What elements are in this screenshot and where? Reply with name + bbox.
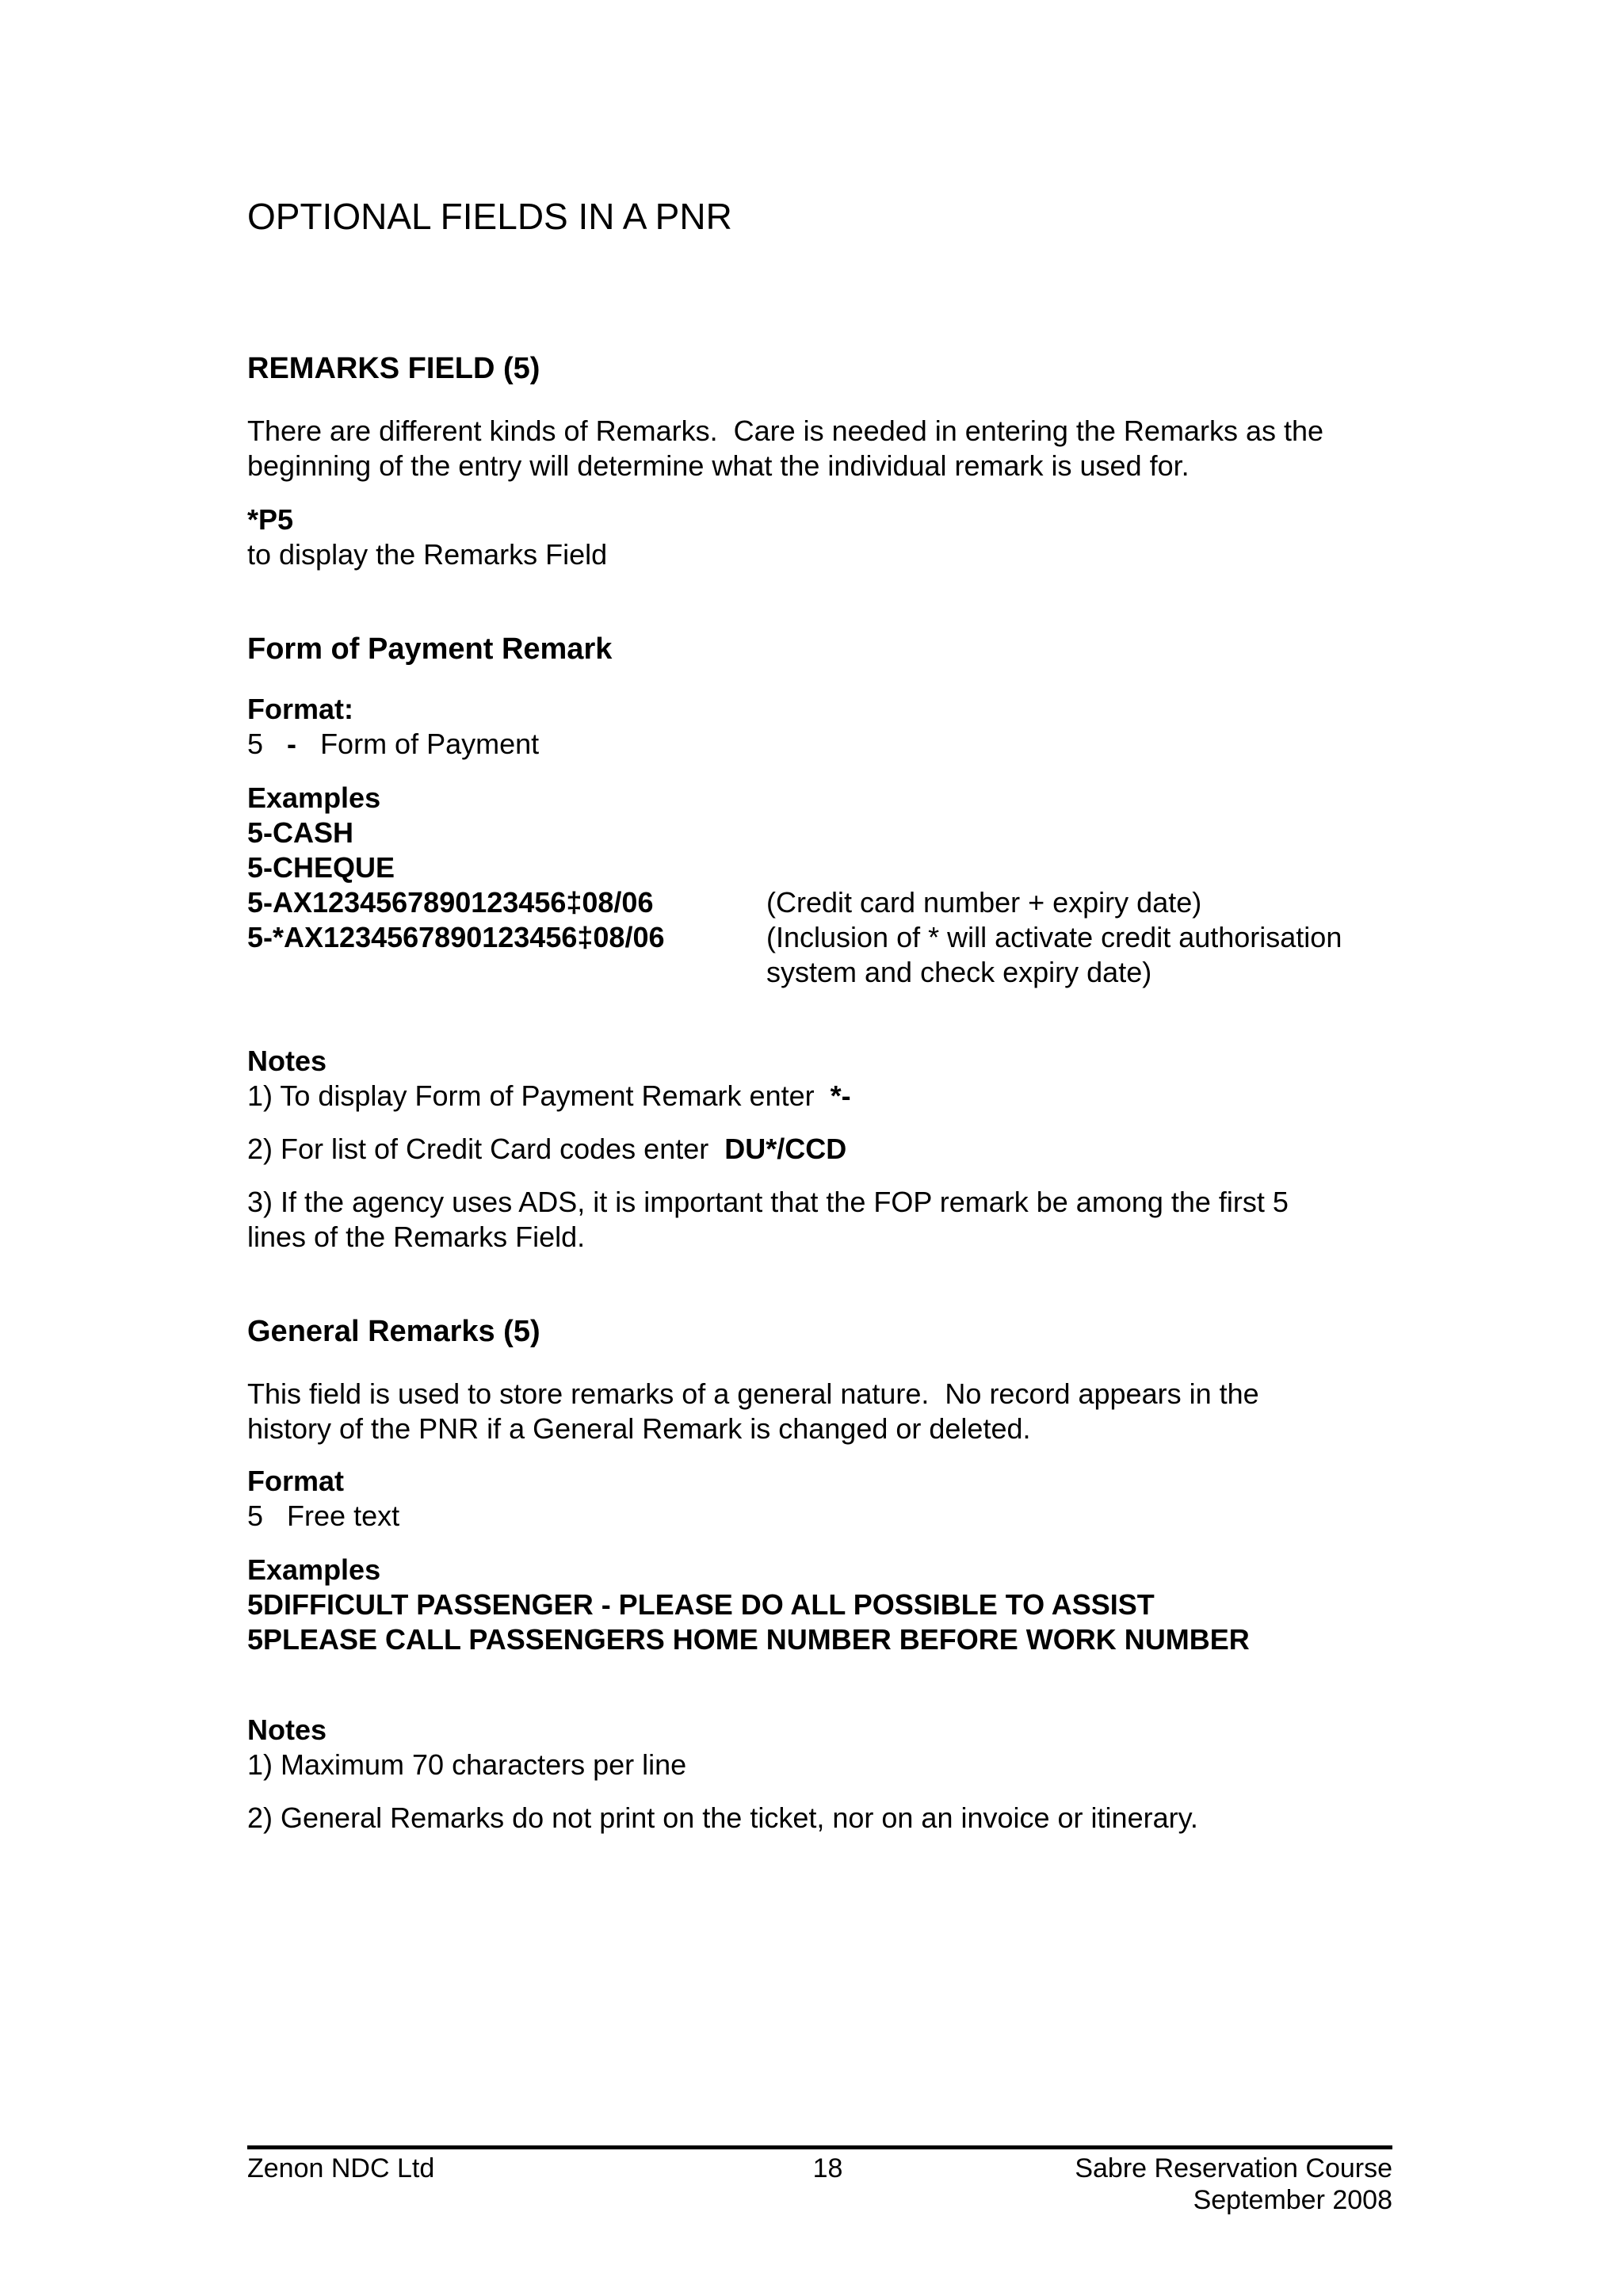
footer-page-number: 18 (812, 2153, 843, 2183)
fop-card-desc-1: (Credit card number + expiry date) (766, 886, 1202, 919)
fop-notes-label: Notes (247, 1045, 327, 1077)
footer-date: September 2008 (1193, 2185, 1392, 2215)
general-format-label: Format (247, 1465, 345, 1497)
general-examples (247, 1553, 1250, 1657)
general-remarks-intro (247, 1377, 1259, 1446)
general-note-1: 1) Maximum 70 characters per line (247, 1748, 687, 1781)
remarks-field-intro (247, 414, 1323, 483)
fop-example-cash: 5-CASH (247, 816, 354, 849)
display-command-description: to display the Remarks Field (247, 538, 608, 571)
fop-card-example-row-2 (247, 920, 1392, 990)
fop-note-3-line-1: 3) If the agency uses ADS, it is important that the FOP remark be among the first 5 (247, 1186, 1289, 1218)
fop-card-desc-2 (766, 920, 1392, 990)
fop-note-2-command: DU*/CCD (724, 1133, 847, 1165)
fop-note-1-text: 1) To display Form of Payment Remark enter (247, 1079, 831, 1112)
general-notes-label: Notes (247, 1713, 327, 1746)
fop-note-1-command: *- (830, 1079, 851, 1112)
general-format-text: Free text (287, 1499, 400, 1532)
fop-format-text: Form of Payment (320, 728, 540, 760)
fop-card-example-2: 5-*AX1234567890123456‡08/06 (247, 921, 665, 953)
fop-card-desc-2-line-1: (Inclusion of * will activate credit authorisation (766, 921, 1342, 953)
fop-format (247, 692, 539, 762)
fop-card-desc-2-line-2: system and check expiry date) (766, 956, 1152, 988)
footer-course-info (1075, 2153, 1392, 2216)
general-note-2-block (247, 1801, 1198, 1836)
form-of-payment-heading: Form of Payment Remark (247, 632, 613, 666)
fop-note-1 (247, 1079, 851, 1114)
fop-note-3-line-2: lines of the Remarks Field. (247, 1221, 586, 1253)
fop-example-cheque: 5-CHEQUE (247, 851, 395, 884)
general-remarks-heading: General Remarks (5) (247, 1315, 540, 1348)
footer-company: Zenon NDC Ltd (247, 2153, 435, 2183)
fop-examples (247, 781, 395, 885)
footer-divider (247, 2145, 1392, 2149)
remarks-intro-line-2: beginning of the entry will determine what the individual remark is used for. (247, 449, 1190, 482)
fop-format-num: 5 (247, 728, 264, 760)
remarks-intro-line-1: There are different kinds of Remarks. Care is needed in entering the Remarks as the (247, 415, 1324, 447)
page-title: OPTIONAL FIELDS IN A PNR (247, 196, 732, 237)
general-note-2: 2) General Remarks do not print on the ticket, nor on an invoice or itinerary. (247, 1801, 1198, 1834)
fop-card-example-1: 5-AX1234567890123456‡08/06 (247, 886, 654, 919)
fop-notes (247, 1044, 851, 1114)
display-command-code: *P5 (247, 503, 294, 536)
fop-format-line (247, 727, 539, 762)
general-example-1: 5DIFFICULT PASSENGER - PLEASE DO ALL POSSIBLE TO ASSIST (247, 1588, 1155, 1621)
general-intro-line-1: This field is used to store remarks of a general nature. No record appears in the (247, 1377, 1259, 1410)
general-notes (247, 1713, 686, 1782)
fop-format-dash: - (287, 728, 297, 760)
general-examples-label: Examples (247, 1553, 381, 1586)
general-format-line (247, 1499, 399, 1534)
general-format (247, 1464, 399, 1534)
fop-note-2-text: 2) For list of Credit Card codes enter (247, 1133, 725, 1165)
fop-note-2 (247, 1132, 846, 1167)
general-example-2: 5PLEASE CALL PASSENGERS HOME NUMBER BEFORE WORK NUMBER (247, 1623, 1250, 1656)
fop-examples-label: Examples (247, 781, 381, 814)
footer-course: Sabre Reservation Course (1075, 2153, 1392, 2183)
fop-format-label: Format: (247, 693, 353, 725)
remarks-display-command (247, 502, 607, 572)
general-intro-line-2: history of the PNR if a General Remark is changed or deleted. (247, 1412, 1031, 1445)
general-format-num: 5 (247, 1499, 264, 1532)
fop-card-example-row-1 (247, 885, 1392, 920)
remarks-field-heading: REMARKS FIELD (5) (247, 352, 540, 385)
fop-note-3 (247, 1185, 1289, 1255)
